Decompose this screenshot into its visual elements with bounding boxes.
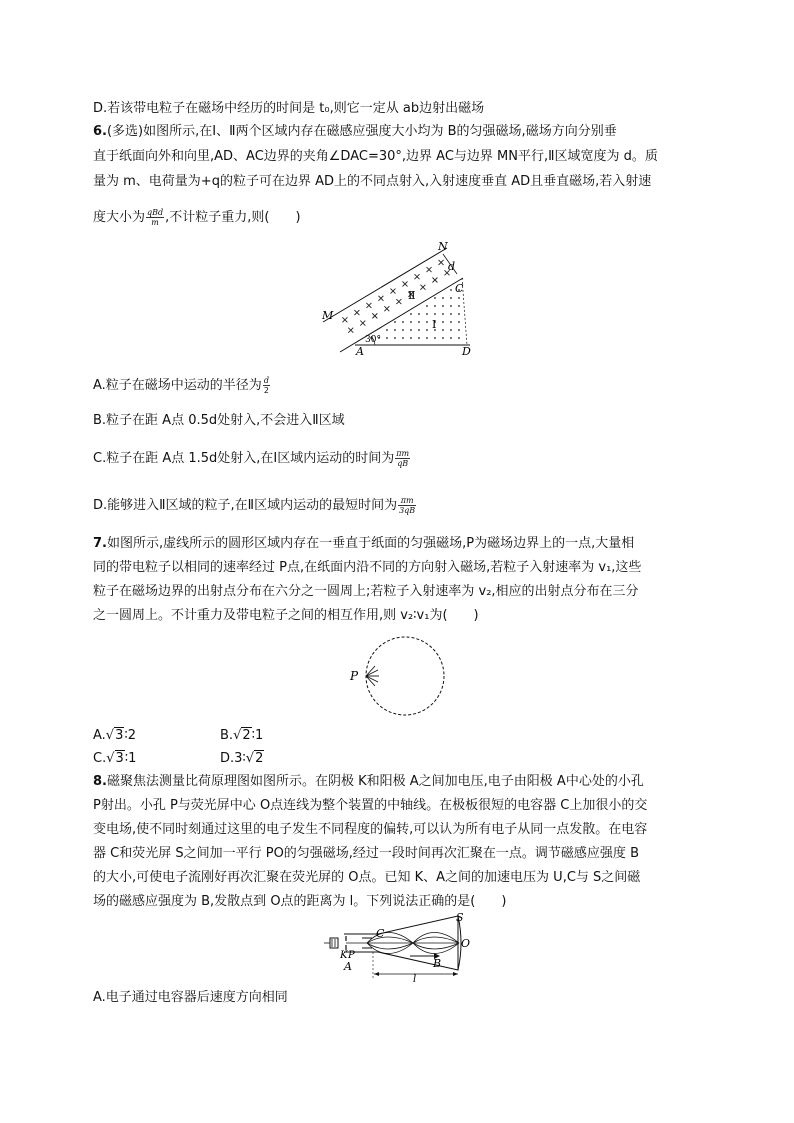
dot-mark (394, 329, 396, 331)
dot-mark (402, 321, 404, 323)
q7-line1-text: 如图所示,虚线所示的圆形区域内存在一垂直于纸面的匀强磁场,P为磁场边界上的一点,大量相 (106, 536, 635, 551)
dot-mark (458, 329, 460, 331)
label-n: N (438, 240, 448, 253)
dot-mark (434, 305, 436, 307)
label-c: C (376, 927, 385, 940)
q6-line4-pre: 度大小为 (93, 210, 146, 225)
dot-mark (426, 337, 428, 339)
q5-option-d: D.若该带电粒子在磁场中经历的时间是 t₀,则它一定从 ab边射出磁场 (93, 101, 485, 116)
label-dpt: D (462, 345, 471, 358)
dot-mark (434, 297, 436, 299)
cross-mark (427, 267, 432, 272)
frac-den: qB (397, 459, 409, 468)
dot-mark (458, 297, 460, 299)
dot-mark (458, 337, 460, 339)
dot-mark (442, 313, 444, 315)
q7-figure (342, 632, 450, 720)
dot-mark (418, 321, 420, 323)
electron-paths (346, 933, 459, 954)
cross-mark (348, 328, 353, 333)
q7-optc-radicand: 3 (115, 751, 124, 766)
q6-optd-text: D.能够进入Ⅱ区域的粒子,在Ⅱ区域内运动的最短时间为 (93, 498, 398, 513)
q6-stem-line3: 量为 m、电荷量为+q的粒子可在边界 AD上的不同点射入,入射速度垂直 AD且垂直磁场,若入射速 (93, 174, 652, 189)
dot-mark (394, 321, 396, 323)
sqrt-icon: √ (105, 728, 115, 743)
q8-option-a: A.电子通过电容器后速度方向相同 (93, 990, 288, 1005)
cross-mark (354, 310, 359, 315)
cross-mark (439, 260, 444, 265)
q7-option-a (93, 727, 136, 745)
q6-optc-fraction (395, 449, 410, 468)
label-p: P (350, 669, 359, 683)
q8-stem-line4: 器 C和荧光屏 S之间加一平行 PO的匀强磁场,经过一段时间再次汇聚在一点。调节磁感应强度 B (93, 846, 639, 861)
label-a: A (344, 960, 352, 973)
dot-mark (418, 329, 420, 331)
frac-num: πm (398, 496, 416, 506)
q6-opta-fraction (263, 376, 270, 395)
dot-mark (450, 337, 452, 339)
sqrt-icon: √ (106, 751, 115, 766)
dot-mark (410, 329, 412, 331)
label-p: P (348, 950, 355, 961)
cross-mark (342, 317, 347, 322)
dot-mark (410, 321, 412, 323)
q6-line1-text: 如图所示,在Ⅰ、Ⅱ两个区域内存在磁感应强度大小均为 B的匀强磁场,磁场方向分别垂 (143, 124, 617, 139)
dot-mark (450, 289, 452, 291)
label-angle: 30° (365, 335, 381, 345)
dot-mark (450, 305, 452, 307)
label-c: C (455, 282, 464, 295)
q6-multi-tag: (多选) (106, 124, 144, 139)
dot-mark (450, 297, 452, 299)
q6-line4-post: ,不计粒子重力,则( ) (165, 210, 301, 225)
dot-mark (410, 337, 412, 339)
q6-opta-text: A.粒子在磁场中运动的半径为 (93, 378, 262, 393)
dot-mark (450, 321, 452, 323)
cross-mark (390, 289, 395, 294)
cathode-k (330, 938, 338, 948)
frac-den: m (151, 218, 159, 227)
dot-mark (442, 297, 444, 299)
dot-mark (442, 329, 444, 331)
q6-optd-fraction (398, 496, 416, 515)
q8-line1-text: 磁聚焦法测量比荷原理图如图所示。在阴极 K和阳极 A之间加电压,电子由阳极 A中心处的小孔 (106, 774, 644, 789)
dot-mark (450, 313, 452, 315)
frac-num: qBd (147, 208, 164, 217)
label-d: d (448, 260, 456, 273)
q8-figure (318, 912, 483, 984)
dot-mark (426, 313, 428, 315)
q7-opta-radicand: 3 (115, 728, 124, 743)
q7-number: 7. (93, 536, 107, 551)
q6-figure (315, 240, 485, 365)
q7-optb-post: ∶1 (251, 728, 264, 743)
q6-option-b: B.粒子在距 A点 0.5d处射入,不会进入Ⅱ区域 (93, 413, 345, 428)
cross-mark (384, 306, 389, 311)
dot-mark (418, 313, 420, 315)
dot-mark (410, 313, 412, 315)
cross-mark (378, 296, 383, 301)
dot-mark (426, 321, 428, 323)
dot-mark (458, 313, 460, 315)
cross-mark (420, 285, 425, 290)
label-a: A (356, 345, 364, 358)
q7-optd-pre: D.3∶ (220, 751, 246, 766)
dot-mark (418, 337, 420, 339)
label-b: B (433, 957, 442, 970)
dot-mark (442, 305, 444, 307)
q7-stem-line4: 之一圆周上。不计重力及带电粒子之间的相互作用,则 v₂∶v₁为( ) (93, 608, 479, 623)
dot-mark (450, 329, 452, 331)
q6-stem-line1 (93, 123, 617, 141)
dot-mark (442, 321, 444, 323)
dot-mark (394, 337, 396, 339)
frac-num: πm (396, 449, 410, 458)
dot-mark (402, 329, 404, 331)
q7-stem-line2: 同的带电粒子以相同的速率经过 P点,在纸面内沿不同的方向射入磁场,若粒子入射速率为 v₁,这些 (93, 560, 642, 575)
label-region-i: Ⅰ (432, 318, 437, 331)
q7-optc-post: ∶1 (124, 751, 137, 766)
q6-option-c (93, 449, 411, 468)
q7-optb-pre: B. (220, 728, 234, 743)
q7-optc-pre: C. (93, 751, 107, 766)
q7-option-b (220, 727, 263, 745)
label-region-ii: Ⅱ (408, 289, 416, 302)
q8-stem-line6: 场的磁感应强度为 B,发散点到 O点的距离为 l。下列说法正确的是( ) (93, 894, 507, 909)
q7-stem-line1 (93, 535, 634, 553)
q6-option-a (93, 376, 271, 395)
q7-opta-post: ∶2 (124, 728, 137, 743)
q6-number: 6. (93, 124, 107, 139)
dot-mark (426, 329, 428, 331)
cross-mark (396, 299, 401, 304)
q6-stem-line2: 直于纸面向外和向里,AD、AC边界的夹角∠DAC=30°,边界 AC与边界 MN平行,Ⅱ区域宽度为 d。质 (93, 149, 658, 164)
cross-mark (415, 274, 420, 279)
cross-mark (372, 313, 377, 318)
dot-mark (442, 337, 444, 339)
q6-option-d (93, 496, 417, 515)
dot-mark (458, 321, 460, 323)
label-k: K (340, 950, 348, 961)
q7-opta-pre: A. (93, 728, 106, 743)
frac-num: d (263, 376, 269, 385)
dot-mark (434, 313, 436, 315)
velocity-arrows (366, 666, 379, 686)
q8-stem-line1 (93, 773, 644, 791)
boundary-ac (340, 278, 463, 352)
dot-mark (402, 337, 404, 339)
q6-speed-fraction (146, 208, 164, 227)
q8-stem-line2: P射出。小孔 P与荧光屏中心 O点连线为整个装置的中轴线。在极板很短的电容器 C上加很小的交 (93, 798, 648, 813)
dot-mark (386, 329, 388, 331)
cross-mark (402, 281, 407, 286)
dot-mark (426, 305, 428, 307)
dot-mark (386, 337, 388, 339)
cross-mark (366, 303, 371, 308)
q6-stem-line4 (93, 208, 301, 227)
sqrt-icon: √ (245, 751, 255, 766)
q8-stem-line5: 的大小,可使电子流刚好再次汇聚在荧光屏的 O点。已知 K、A之间的加速电压为 U,C与 S之间磁 (93, 870, 641, 885)
q8-stem-line3: 变电场,使不同时刻通过这里的电子发生不同程度的偏转,可以认为所有电子从同一点发散。在电容 (93, 822, 648, 837)
q8-number: 8. (93, 774, 107, 789)
cross-mark (360, 321, 365, 326)
q7-option-c (93, 750, 136, 768)
q7-optd-radicand: 2 (255, 751, 264, 766)
dot-mark (458, 305, 460, 307)
cross-mark (432, 277, 437, 282)
q6-optc-text: C.粒子在距 A点 1.5d处射入,在Ⅰ区域内运动的时间为 (93, 451, 395, 466)
sqrt-icon: √ (233, 728, 242, 743)
label-m: M (322, 309, 334, 322)
q7-stem-line3: 粒子在磁场边界的出射点分布在六分之一圆周上;若粒子入射速率为 v₂,相应的出射点分布在三分 (93, 584, 639, 599)
label-o: O (461, 937, 471, 950)
label-l: l (413, 974, 417, 984)
label-s: S (456, 912, 464, 924)
q7-option-d (220, 750, 264, 768)
frac-den: 2 (263, 386, 269, 395)
q7-optb-radicand: 2 (242, 728, 251, 743)
dot-mark (434, 337, 436, 339)
frac-den: 3qB (399, 506, 416, 515)
